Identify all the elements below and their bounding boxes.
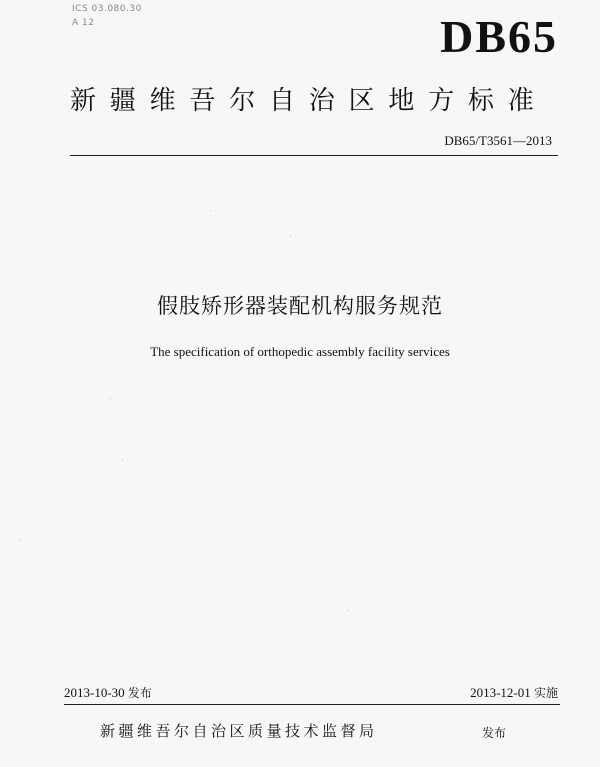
implementation-date bbox=[470, 684, 558, 701]
scan-speck bbox=[210, 210, 211, 211]
issue-date bbox=[64, 684, 152, 701]
scan-speck bbox=[348, 610, 349, 611]
implementation-date-suffix: 实施 bbox=[533, 686, 558, 700]
ics-code: ICS 03.080.30 bbox=[72, 4, 142, 14]
implementation-date-value: 2013-12-01 bbox=[470, 685, 531, 700]
scan-speck bbox=[20, 540, 21, 541]
issuing-authority: 新疆维吾尔自治区质量技术监督局 bbox=[100, 722, 378, 740]
standard-number: DB65/T3561—2013 bbox=[444, 133, 552, 148]
scan-speck bbox=[110, 398, 111, 399]
issue-word: 发布 bbox=[482, 726, 507, 740]
ccs-code: A 12 bbox=[72, 18, 95, 28]
scan-speck bbox=[122, 460, 123, 461]
document-title-english: The specification of orthopedic assembly facility services bbox=[150, 344, 450, 359]
document-title-chinese: 假肢矫形器装配机构服务规范 bbox=[157, 294, 443, 318]
issue-date-suffix: 发布 bbox=[127, 686, 152, 700]
issue-date-value: 2013-10-30 bbox=[64, 685, 125, 700]
standard-logo: DB65 bbox=[440, 11, 558, 62]
bottom-rule bbox=[64, 704, 560, 705]
scan-speck bbox=[290, 236, 291, 237]
top-rule bbox=[70, 155, 558, 156]
standard-type-title: 新疆维吾尔自治区地方标准 bbox=[70, 86, 548, 116]
